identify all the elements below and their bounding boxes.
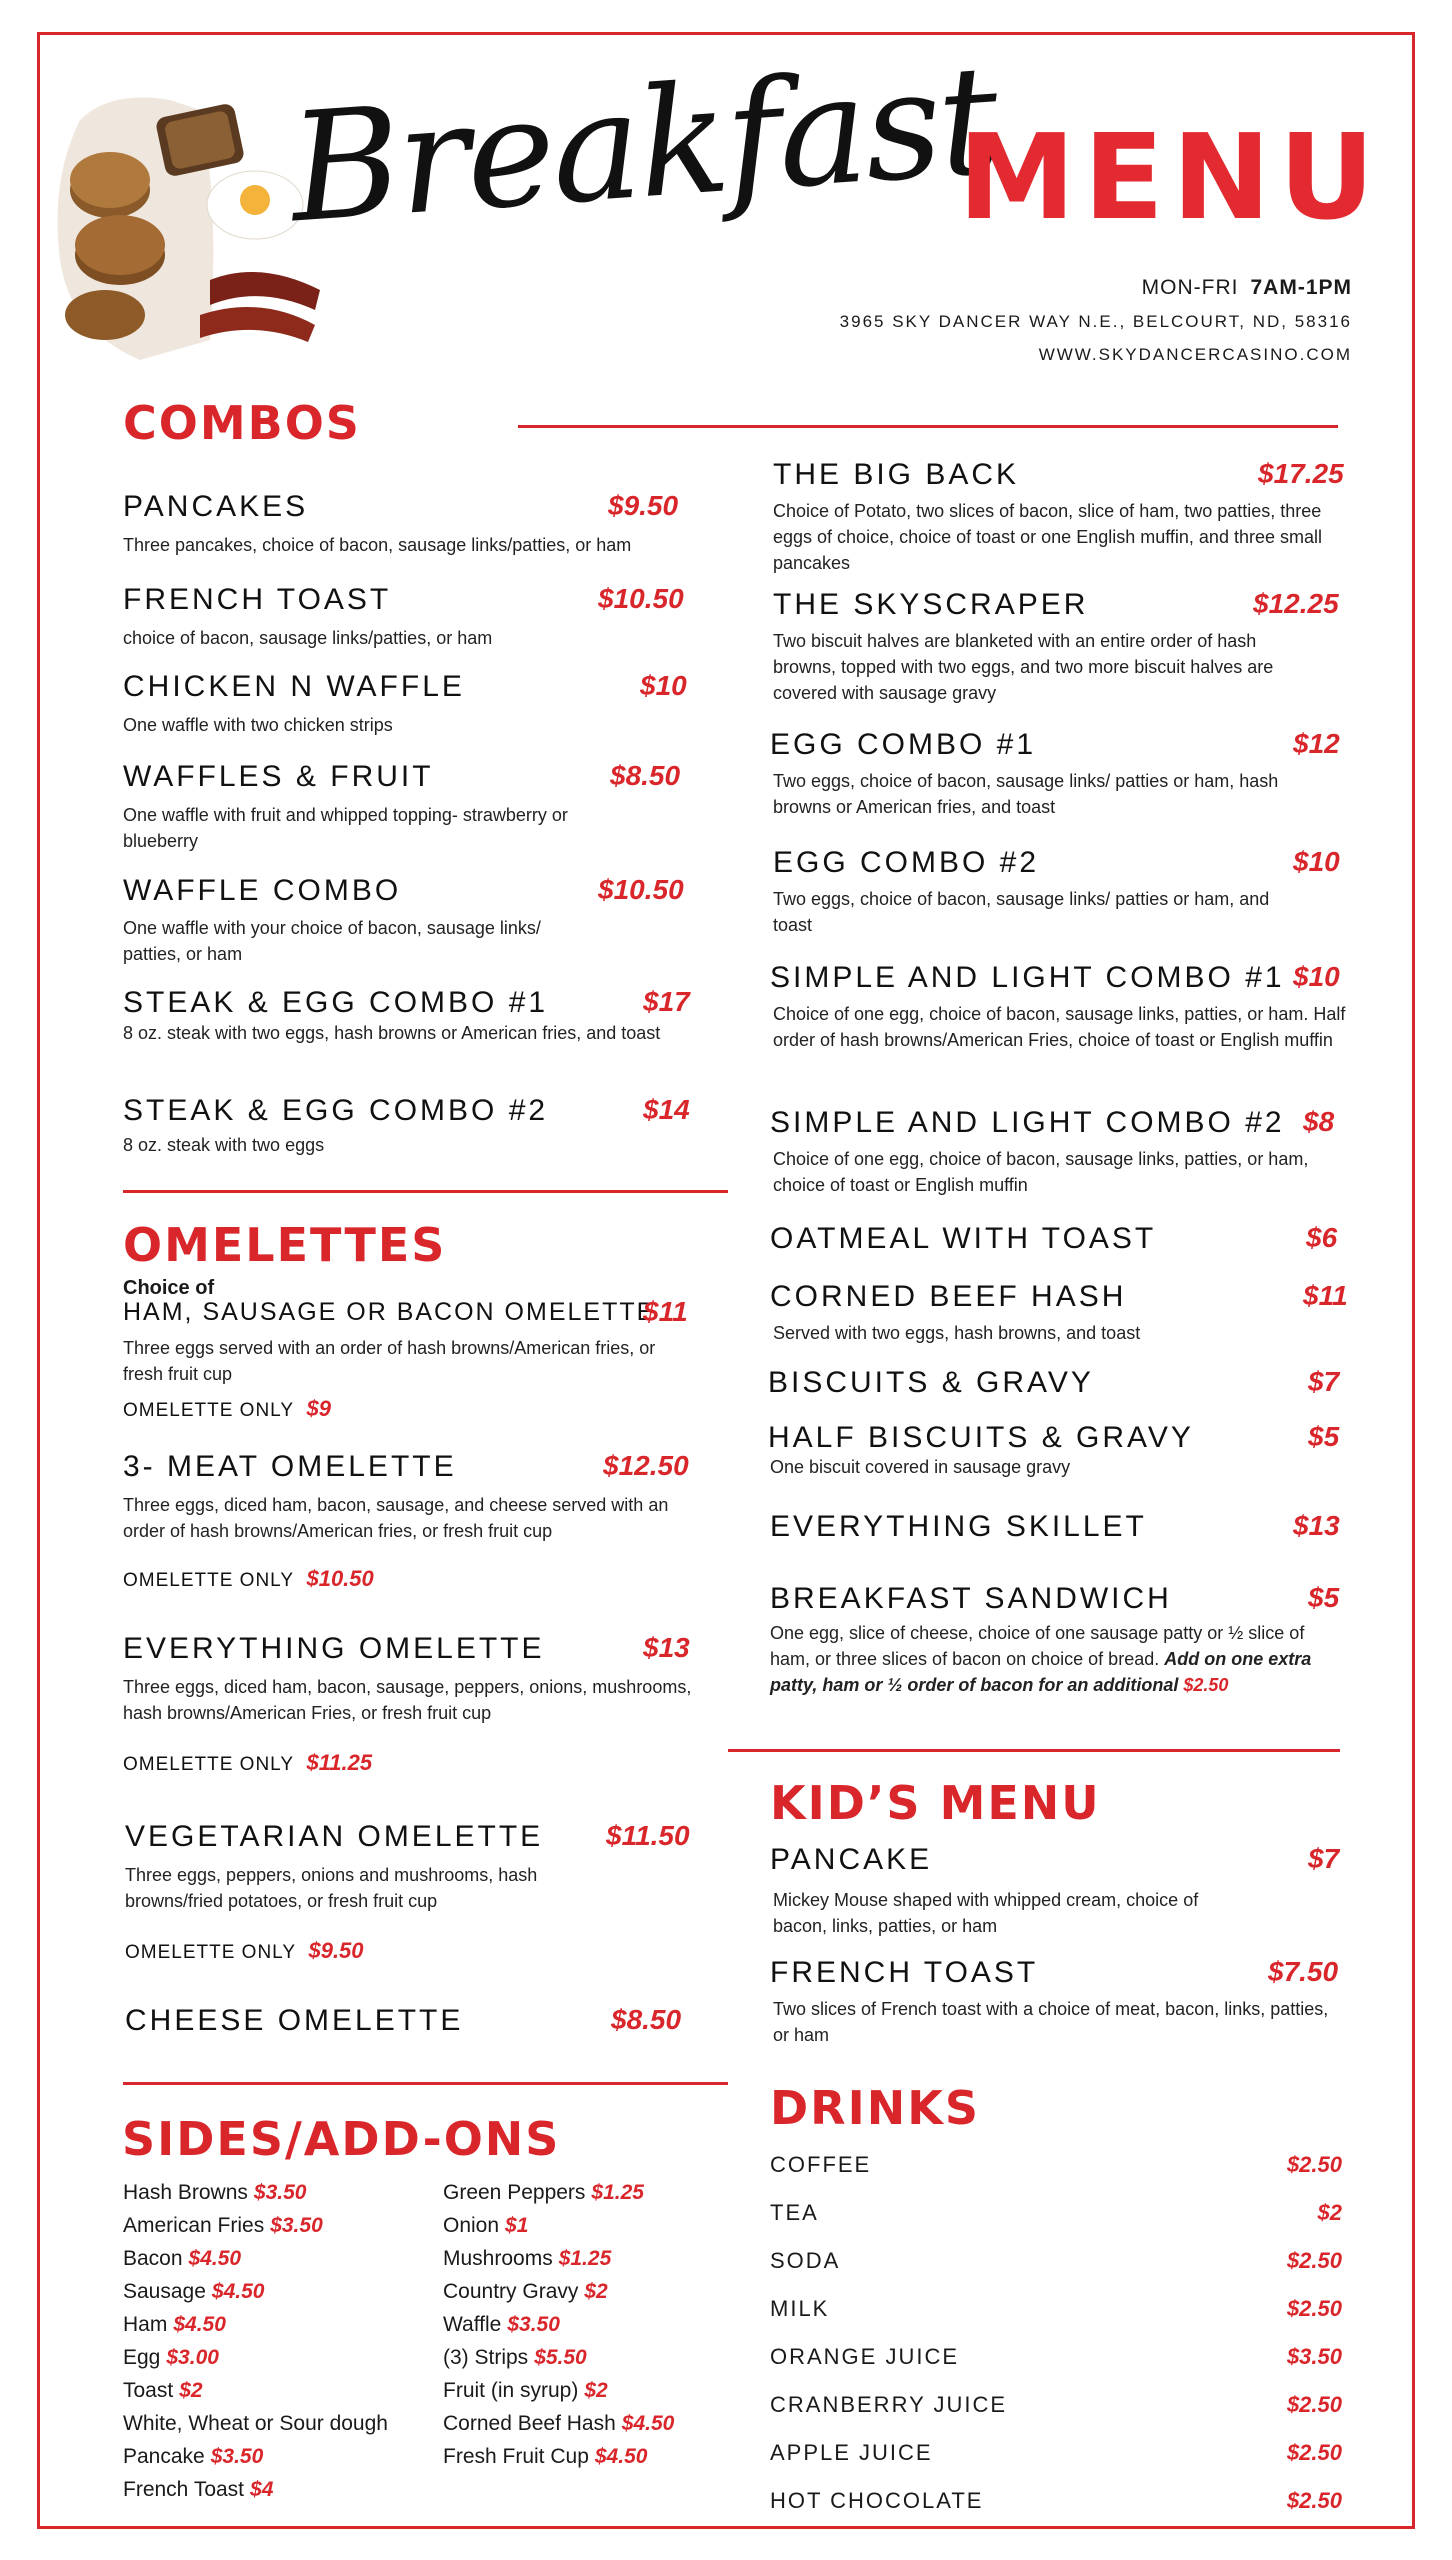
side-item-price: $1 — [505, 2214, 529, 2237]
menu-item-name: CHEESE OMELETTE — [125, 2004, 464, 2037]
menu-item-name: SIMPLE AND LIGHT COMBO #1 — [770, 961, 1285, 994]
omelette-only-row — [123, 1396, 331, 1422]
menu-item-desc: Served with two eggs, hash browns, and toast — [773, 1323, 1141, 1343]
side-item — [123, 2275, 394, 2308]
menu-item-name: EVERYTHING OMELETTE — [123, 1632, 545, 1665]
menu-item-price: $5 — [1308, 1421, 1340, 1452]
side-item — [123, 2242, 394, 2275]
hours-line — [1142, 276, 1352, 300]
menu-item-desc: Three eggs, diced ham, bacon, sausage, and cheese served with an order of hash browns/American fries, or fresh fruit cup — [123, 1495, 669, 1541]
side-item — [123, 2176, 394, 2209]
side-item-name: White, Wheat or Sour dough — [123, 2412, 388, 2435]
side-item-price: $5.50 — [534, 2346, 587, 2369]
menu-item-price: $12 — [1293, 728, 1340, 759]
drink-price: $3.50 — [1286, 2344, 1342, 2369]
drink-row — [770, 2250, 1342, 2298]
side-item-name: Hash Browns — [123, 2181, 248, 2204]
side-item — [443, 2308, 674, 2341]
side-item — [443, 2275, 674, 2308]
menu-item-desc: 8 oz. steak with two eggs — [123, 1135, 325, 1155]
menu-item-price: $13 — [1293, 1510, 1340, 1541]
menu-item-desc: Choice of Potato, two slices of bacon, slice of ham, two patties, three eggs of choice, choice of toast or one English muffin, and three small pancakes — [773, 501, 1322, 573]
script-title: Breakfast — [284, 33, 1002, 257]
menu-item-name: STEAK & EGG COMBO #1 — [123, 986, 549, 1019]
menu-item-name: FRENCH TOAST — [123, 583, 392, 616]
drink-row — [770, 2394, 1342, 2442]
menu-item-price: $10.50 — [598, 583, 684, 614]
side-item — [123, 2440, 394, 2473]
side-item — [123, 2473, 394, 2506]
side-item-price: $2 — [584, 2280, 608, 2303]
sandwich-addon-price: $2.50 — [1183, 1675, 1229, 1695]
omelette-only-price: $9 — [306, 1396, 331, 1421]
sides-col-2 — [443, 2176, 674, 2473]
side-item-name: Mushrooms — [443, 2247, 553, 2270]
combos-title: COMBOS — [123, 396, 361, 450]
drink-name: MILK — [770, 2296, 830, 2321]
drink-price: $2.50 — [1286, 2296, 1342, 2321]
drink-row — [770, 2154, 1342, 2202]
menu-item-name: THE SKYSCRAPER — [773, 588, 1089, 621]
menu-item-name: CORNED BEEF HASH — [770, 1280, 1127, 1313]
menu-item-price: $11 — [1303, 1280, 1348, 1311]
menu-item-name: WAFFLES & FRUIT — [123, 760, 434, 793]
menu-item-name: EVERYTHING SKILLET — [770, 1510, 1147, 1543]
side-item-price: $4.50 — [594, 2445, 648, 2468]
menu-item-price: $8.50 — [610, 760, 681, 791]
drink-name: ORANGE JUICE — [770, 2344, 960, 2369]
drink-name: APPLE JUICE — [770, 2440, 933, 2465]
side-item-price: $3.50 — [507, 2313, 560, 2336]
drink-name: TEA — [770, 2200, 819, 2225]
side-item-name: Country Gravy — [443, 2280, 579, 2303]
side-item-name: Bacon — [123, 2247, 183, 2270]
menu-item-name: OATMEAL WITH TOAST — [770, 1222, 1157, 1255]
menu-item-desc: Three eggs, diced ham, bacon, sausage, peppers, onions, mushrooms, hash browns/American Fries, or fresh fruit cup — [123, 1677, 692, 1723]
menu-item-desc: One biscuit covered in sausage gravy — [770, 1457, 1071, 1477]
omelette-only-label: OMELETTE ONLY — [125, 1942, 297, 1963]
side-item-name: Fruit (in syrup) — [443, 2379, 579, 2402]
menu-item-name: THE BIG BACK — [773, 458, 1020, 491]
side-item-price: $4.50 — [188, 2247, 242, 2270]
side-item — [443, 2242, 674, 2275]
side-item-price: $4.50 — [621, 2412, 675, 2435]
menu-item-desc: One waffle with two chicken strips — [123, 715, 393, 735]
side-item — [123, 2374, 394, 2407]
menu-item-name: STEAK & EGG COMBO #2 — [123, 1094, 549, 1127]
side-item — [443, 2176, 674, 2209]
kids-title: KID’S MENU — [770, 1776, 1101, 1830]
menu-item-price: $10 — [1293, 961, 1340, 992]
choice-of-label: Choice of — [123, 1277, 215, 1299]
menu-item-name: 3- MEAT OMELETTE — [123, 1450, 457, 1483]
drink-name: HOT CHOCOLATE — [770, 2488, 984, 2513]
menu-item-name: WAFFLE COMBO — [123, 874, 402, 907]
menu-item-price: $17 — [643, 986, 690, 1017]
drink-row — [770, 2298, 1342, 2346]
omelette-only-row — [123, 1566, 374, 1592]
side-item-name: (3) Strips — [443, 2346, 529, 2369]
side-item-price: $3.50 — [270, 2214, 323, 2237]
address: 3965 SKY DANCER WAY N.E., BELCOURT, ND, 58316 — [839, 312, 1352, 331]
side-item — [123, 2341, 394, 2374]
menu-item-price: $7 — [1308, 1366, 1340, 1397]
menu-item-price: $12.50 — [603, 1450, 689, 1481]
side-item-price: $3.50 — [210, 2445, 264, 2468]
menu-item-price: $10.50 — [598, 874, 684, 905]
side-item-name: Pancake — [123, 2445, 205, 2468]
sides-col-1 — [123, 2176, 394, 2506]
menu-item-desc — [770, 1620, 1330, 1698]
menu-item-desc: Choice of one egg, choice of bacon, sausage links, patties, or ham, choice of toast or English muffin — [773, 1149, 1309, 1195]
omelette-only-price: $9.50 — [308, 1938, 364, 1963]
menu-item-price: $6 — [1306, 1222, 1338, 1253]
menu-item-price: $5 — [1308, 1582, 1340, 1613]
menu-item-price: $12.25 — [1253, 588, 1339, 619]
combos-rule — [518, 425, 1338, 428]
omelette-only-label: OMELETTE ONLY — [123, 1400, 295, 1421]
side-item — [443, 2209, 674, 2242]
menu-item-name: VEGETARIAN OMELETTE — [125, 1820, 544, 1853]
omelette-only-label: OMELETTE ONLY — [123, 1570, 295, 1591]
days-text: MON-FRI — [1141, 276, 1239, 299]
side-item-price: $4 — [250, 2478, 274, 2501]
side-item-price: $4.50 — [173, 2313, 226, 2336]
drink-row — [770, 2490, 1342, 2538]
menu-item-desc: One waffle with fruit and whipped topping- strawberry or blueberry — [123, 805, 568, 851]
drink-name: SODA — [770, 2248, 841, 2273]
side-item — [443, 2374, 674, 2407]
side-item-name: Ham — [123, 2313, 168, 2336]
side-item-name: American Fries — [123, 2214, 265, 2237]
menu-title: MENU — [958, 108, 1383, 246]
menu-item-price: $8 — [1303, 1106, 1335, 1137]
side-item-name: Onion — [443, 2214, 500, 2237]
menu-item-desc: Three eggs served with an order of hash browns/American fries, or fresh fruit cup — [123, 1338, 656, 1384]
menu-item-name: FRENCH TOAST — [770, 1956, 1039, 1989]
menu-item-desc: 8 oz. steak with two eggs, hash browns or American fries, and toast — [123, 1023, 661, 1043]
sides-rule — [123, 2082, 728, 2085]
side-item-price: $2 — [584, 2379, 608, 2402]
side-item — [123, 2407, 394, 2440]
sandwich-addon: Add on one extra patty, ham or ½ order of bacon for an additional — [770, 1649, 1312, 1695]
menu-item-desc: Two slices of French toast with a choice of meat, bacon, links, patties, or ham — [773, 1999, 1329, 2045]
menu-item-desc: One waffle with your choice of bacon, sausage links/ patties, or ham — [123, 918, 541, 964]
side-item-price: $3.00 — [166, 2346, 219, 2369]
website-link[interactable]: WWW.SKYDANCERCASINO.COM — [1038, 345, 1352, 364]
menu-item-price: $8.50 — [611, 2004, 682, 2035]
menu-item-price: $10 — [1293, 846, 1340, 877]
side-item-name: Corned Beef Hash — [443, 2412, 616, 2435]
menu-item-price: $13 — [643, 1632, 690, 1663]
omelettes-rule — [123, 1190, 728, 1193]
side-item-name: French Toast — [123, 2478, 245, 2501]
drink-price: $2.50 — [1286, 2152, 1342, 2177]
side-item-name: Waffle — [443, 2313, 502, 2336]
omelette-only-row — [123, 1750, 372, 1776]
menu-item-name: EGG COMBO #1 — [770, 728, 1037, 761]
menu-item-name: PANCAKE — [770, 1843, 933, 1876]
side-item-name: Egg — [123, 2346, 161, 2369]
side-item-name: Sausage — [123, 2280, 206, 2303]
drink-name: COFFEE — [770, 2152, 872, 2177]
menu-item-price: $9.50 — [608, 490, 679, 521]
drinks-list — [770, 2154, 1342, 2538]
side-item — [123, 2209, 394, 2242]
menu-item-name: BREAKFAST SANDWICH — [770, 1582, 1172, 1615]
menu-item-price: $7.50 — [1268, 1956, 1339, 1987]
side-item-price: $3.50 — [253, 2181, 307, 2204]
side-item-price: $1.25 — [591, 2181, 644, 2204]
hours-text: 7AM-1PM — [1250, 276, 1352, 299]
drink-row — [770, 2442, 1342, 2490]
menu-item-desc: Two eggs, choice of bacon, sausage links/ patties or ham, hash browns or American fries, and toast — [773, 771, 1279, 817]
side-item-name: Green Peppers — [443, 2181, 586, 2204]
side-item-price: $2 — [179, 2379, 203, 2402]
side-item-price: $1.25 — [558, 2247, 612, 2270]
drink-price: $2.50 — [1286, 2440, 1342, 2465]
menu-item-price: $14 — [643, 1094, 690, 1125]
menu-item-name: HALF BISCUITS & GRAVY — [768, 1421, 1194, 1454]
menu-item-price: $11 — [643, 1296, 688, 1327]
menu-item-desc: Two eggs, choice of bacon, sausage links/ patties or ham, and toast — [773, 889, 1270, 935]
menu-item-desc: Two biscuit halves are blanketed with an entire order of hash browns, topped with two eggs, and two more biscuit halves are covered with sausage gravy — [773, 631, 1274, 703]
side-item — [123, 2308, 394, 2341]
drink-row — [770, 2202, 1342, 2250]
menu-item-name: PANCAKES — [123, 490, 309, 523]
menu-item-price: $11.50 — [606, 1820, 690, 1851]
menu-item-desc: Three pancakes, choice of bacon, sausage links/patties, or ham — [123, 535, 632, 555]
sides-title: SIDES/ADD-ONS — [122, 2112, 561, 2166]
side-item — [443, 2440, 674, 2473]
omelette-only-price: $11.25 — [306, 1750, 373, 1775]
menu-item-name: CHICKEN N WAFFLE — [123, 670, 465, 703]
omelette-only-label: OMELETTE ONLY — [123, 1754, 295, 1775]
menu-item-price: $10 — [640, 670, 687, 701]
side-item-price: $4.50 — [211, 2280, 265, 2303]
drink-price: $2 — [1317, 2200, 1342, 2225]
menu-item-name: EGG COMBO #2 — [773, 846, 1040, 879]
menu-item-desc: choice of bacon, sausage links/patties, or ham — [123, 628, 493, 648]
drink-name: CRANBERRY JUICE — [770, 2392, 1008, 2417]
drinks-title: DRINKS — [770, 2081, 980, 2135]
menu-item-name: HAM, SAUSAGE OR BACON OMELETTE — [123, 1298, 656, 1326]
omelettes-title: OMELETTES — [123, 1218, 447, 1272]
menu-item-desc: Choice of one egg, choice of bacon, sausage links, patties, or ham. Half order of hash browns/American Fries, choice of toast or English muffin — [773, 1004, 1346, 1050]
menu-item-name: SIMPLE AND LIGHT COMBO #2 — [770, 1106, 1285, 1139]
drink-price: $2.50 — [1286, 2392, 1342, 2417]
side-item-name: Fresh Fruit Cup — [443, 2445, 589, 2468]
menu-item-desc: Mickey Mouse shaped with whipped cream, choice of bacon, links, patties, or ham — [773, 1890, 1199, 1936]
side-item-name: Toast — [123, 2379, 174, 2402]
side-item — [443, 2341, 674, 2374]
menu-item-name: BISCUITS & GRAVY — [768, 1366, 1094, 1399]
kids-rule — [728, 1749, 1340, 1752]
drink-price: $2.50 — [1286, 2488, 1342, 2513]
menu-item-desc: Three eggs, peppers, onions and mushrooms, hash browns/fried potatoes, or fresh fruit cup — [125, 1865, 538, 1911]
menu-item-price: $7 — [1308, 1843, 1340, 1874]
menu-item-price: $17.25 — [1258, 458, 1344, 489]
drink-row — [770, 2346, 1342, 2394]
omelette-only-row — [125, 1938, 364, 1964]
omelette-only-price: $10.50 — [306, 1566, 374, 1591]
side-item — [443, 2407, 674, 2440]
sandwich-desc: One egg, slice of cheese, choice of one sausage patty or ½ slice of ham, or three slices of bacon on choice of bread. — [770, 1623, 1305, 1669]
drink-price: $2.50 — [1286, 2248, 1342, 2273]
